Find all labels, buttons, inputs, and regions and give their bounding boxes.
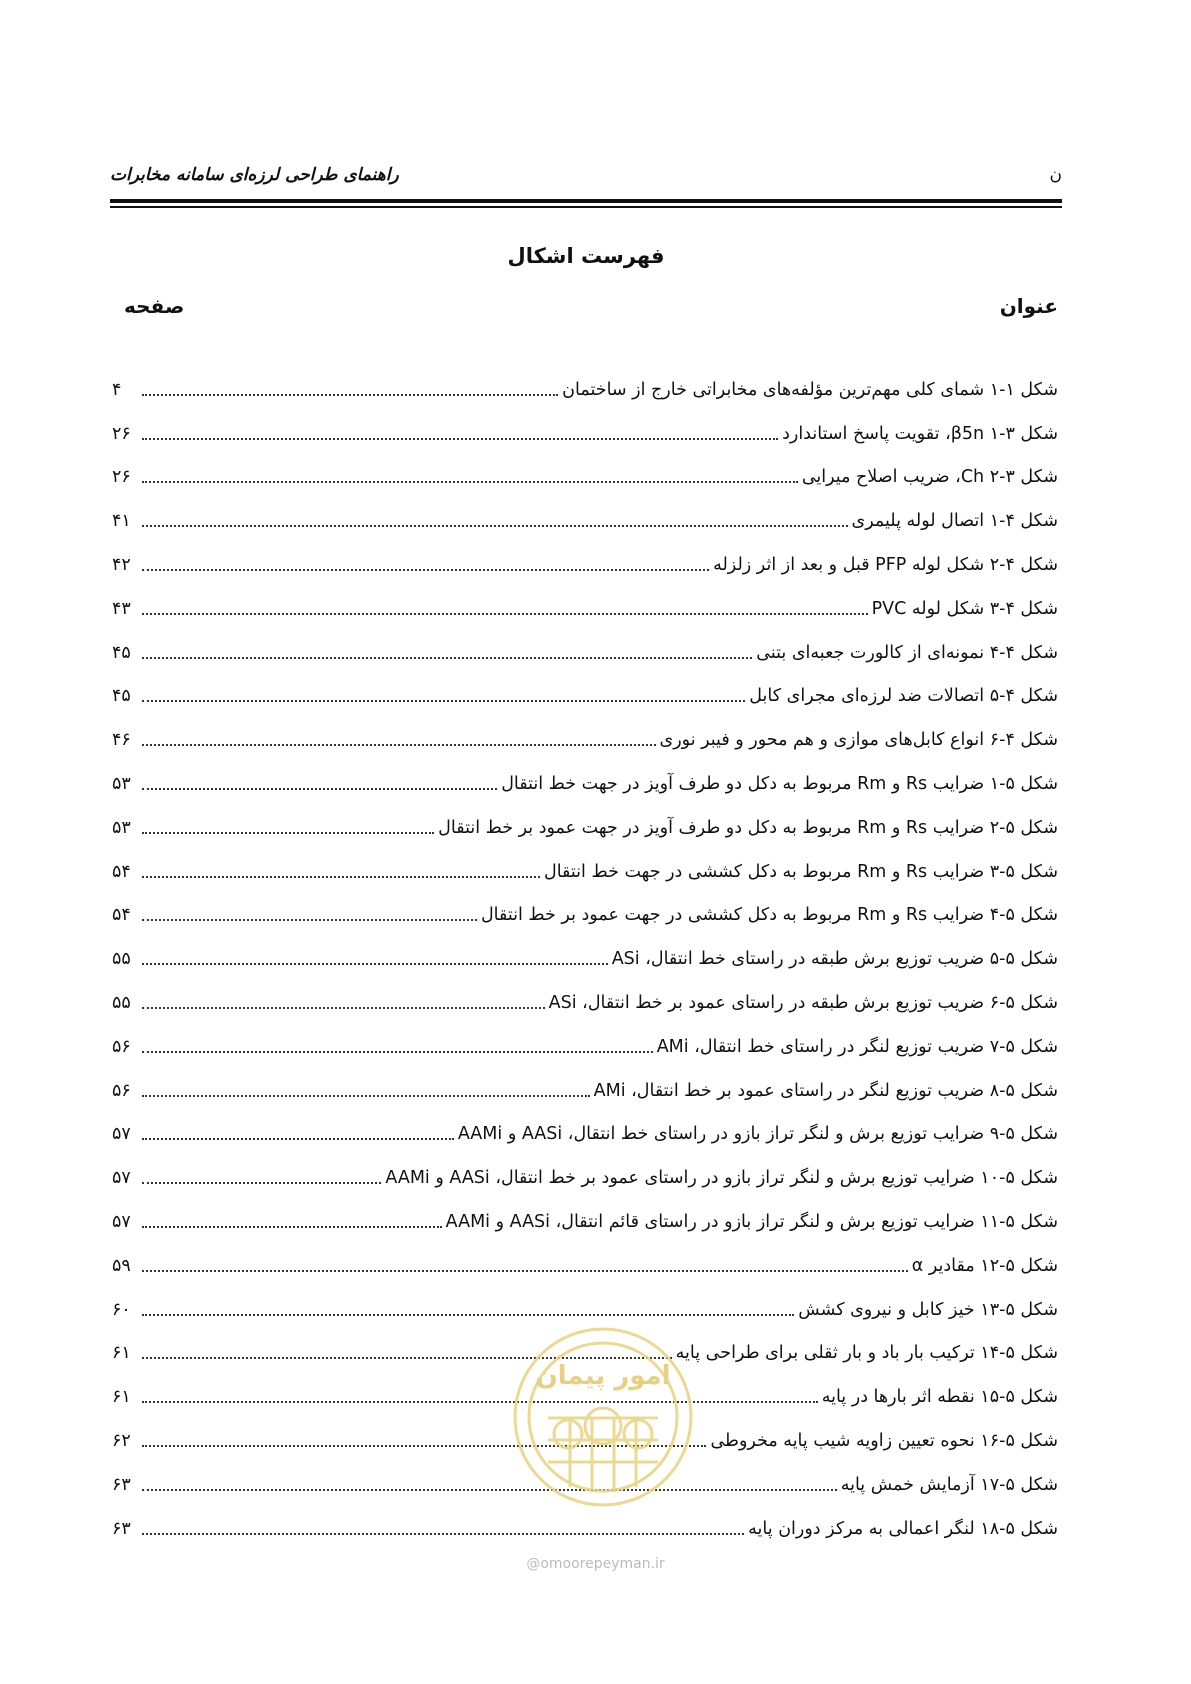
toc-title: فهرست اشکال: [507, 244, 665, 268]
toc-entry-page: ۵۶: [112, 1036, 131, 1057]
toc-entry-title: شکل ۳-۱ β5n، تقویت پاسخ استاندارد: [782, 423, 1058, 444]
watermark-logo-text: امور پیمان: [535, 1361, 671, 1391]
toc-entry-page: ۵۷: [112, 1212, 131, 1233]
dot-leader: [142, 919, 477, 921]
dot-leader: [142, 481, 798, 483]
toc-entry-page: ۵۵: [112, 993, 131, 1014]
dot-leader: [142, 1182, 381, 1184]
toc-entry-title: شکل ۴-۱ اتصال لوله پلیمری: [851, 511, 1058, 532]
dot-leader: [142, 1226, 442, 1228]
dot-leader: [142, 569, 709, 571]
header-rule-thin: [110, 206, 1062, 208]
toc-entry-page: ۶۰: [112, 1299, 131, 1320]
toc-entry-page: ۴۱: [112, 511, 131, 532]
dot-leader: [142, 1533, 744, 1535]
toc-entry: [112, 1244, 1058, 1288]
toc-entry: [112, 850, 1058, 894]
toc-entry-page: ۲۶: [112, 423, 131, 444]
dot-leader: [142, 1007, 545, 1009]
toc-entry: [112, 1113, 1058, 1157]
toc-entry-title: شکل ۵-۳ ضرایب Rs و Rm مربوط به دکل کششی در جهت خط انتقال: [544, 861, 1058, 882]
toc-entry-page: ۲۶: [112, 467, 131, 488]
dot-leader: [142, 394, 558, 396]
toc-entry-page: ۵۷: [112, 1168, 131, 1189]
toc-entry-page: ۴۵: [112, 686, 131, 707]
toc-entry: [112, 718, 1058, 762]
toc-entry: [112, 894, 1058, 938]
page-header: [110, 160, 1062, 190]
toc-entry-title: شکل ۴-۳ شکل لوله PVC: [871, 598, 1058, 619]
toc-entry-title: شکل ۵-۱۷ آزمایش خمش پایه: [840, 1474, 1058, 1495]
toc-entry-title: شکل ۵-۱۳ خیز کابل و نیروی کشش: [798, 1299, 1058, 1320]
toc-entry-title: شکل ۵-۱۵ نقطه اثر بارها در پایه: [821, 1387, 1058, 1408]
dot-leader: [142, 438, 778, 440]
dot-leader: [142, 876, 540, 878]
column-header-title: عنوان: [999, 294, 1058, 318]
dot-leader: [142, 1138, 454, 1140]
toc-entry-page: ۶۳: [112, 1518, 131, 1539]
toc-entry-page: ۶۲: [112, 1431, 131, 1452]
toc-entry: [112, 1069, 1058, 1113]
toc-entry-title: شکل ۴-۶ انواع کابل‌های موازی و هم محور و فیبر نوری: [659, 730, 1058, 751]
toc-entry: [112, 412, 1058, 456]
toc-entry-page: ۵۴: [112, 861, 131, 882]
dot-leader: [142, 657, 752, 659]
toc-entry-title: شکل ۵-۱۸ لنگر اعمالی به مرکز دوران پایه: [748, 1518, 1058, 1539]
toc-entry-title: شکل ۳-۲ Ch، ضریب اصلاح میرایی: [801, 467, 1058, 488]
toc-entry: [112, 1507, 1058, 1551]
toc-entry-page: ۵۷: [112, 1124, 131, 1145]
watermark-site: @omoorepeyman.ir: [526, 1556, 665, 1572]
toc-entry-page: ۶۱: [112, 1343, 131, 1364]
toc-entry-title: شکل ۵-۱۰ ضرایب توزیع برش و لنگر تراز بازو در راستای عمود بر خط انتقال، AASi و AAMi: [385, 1168, 1058, 1189]
toc-entry-page: ۶۱: [112, 1387, 131, 1408]
toc-entry: [112, 1025, 1058, 1069]
toc-entry: [112, 456, 1058, 500]
toc-entry-page: ۶۳: [112, 1474, 131, 1495]
toc-entry-page: ۵۶: [112, 1080, 131, 1101]
toc-entry-title: شکل ۵-۲ ضرایب Rs و Rm مربوط به دکل دو طرف آویز در جهت عمود بر خط انتقال: [438, 817, 1058, 838]
toc-column-headers: [124, 294, 1058, 318]
toc-entry-title: شکل ۵-۸ ضریب توزیع لنگر در راستای عمود بر خط انتقال، AMi: [593, 1080, 1058, 1101]
toc-entry-page: ۴: [112, 379, 122, 400]
toc-entry: [112, 675, 1058, 719]
toc-entry: [112, 631, 1058, 675]
toc-entry: [112, 587, 1058, 631]
watermark-logo-icon: [508, 1322, 698, 1512]
toc-entry-page: ۴۵: [112, 642, 131, 663]
dot-leader: [142, 700, 745, 702]
dot-leader: [142, 1489, 837, 1491]
toc-entry: [112, 368, 1058, 412]
toc-entry: [112, 762, 1058, 806]
page-number-letter: ن: [1049, 165, 1062, 185]
toc-entry-page: ۴۳: [112, 598, 131, 619]
toc-entry-page: ۴۶: [112, 730, 131, 751]
toc-entry-title: شکل ۵-۱۱ ضرایب توزیع برش و لنگر تراز بازو در راستای قائم انتقال، AASi و AAMi: [445, 1212, 1058, 1233]
toc-entry: [112, 543, 1058, 587]
toc-entry: [112, 937, 1058, 981]
column-header-page: صفحه: [124, 294, 185, 318]
dot-leader: [142, 525, 848, 527]
dot-leader: [142, 613, 868, 615]
dot-leader: [142, 1314, 794, 1316]
header-rule-thick: [110, 199, 1062, 203]
toc-entry: [112, 1200, 1058, 1244]
dot-leader: [142, 832, 434, 834]
toc-entry-title: شکل ۵-۱۲ مقادیر α: [911, 1255, 1058, 1276]
toc-entry-title: شکل ۵-۱۶ نحوه تعیین زاویه شیب پایه مخروطی: [710, 1431, 1058, 1452]
toc-entry-title: شکل ۵-۵ ضریب توزیع برش طبقه در راستای خط انتقال، ASi: [611, 949, 1058, 970]
running-title: راهنمای طراحی لرزه‌ای سامانه مخابرات: [110, 165, 399, 185]
toc-entry-page: ۵۳: [112, 774, 131, 795]
dot-leader: [142, 963, 608, 965]
toc-entry-title: شکل ۴-۴ نمونه‌ای از کالورت جعبه‌ای بتنی: [756, 642, 1058, 663]
toc-entry: [112, 499, 1058, 543]
toc-entry-page: ۵۵: [112, 949, 131, 970]
dot-leader: [142, 1270, 908, 1272]
toc-entry-page: ۵۳: [112, 817, 131, 838]
toc-entry-title: شکل ۵-۷ ضریب توزیع لنگر در راستای خط انتقال، AMi: [656, 1036, 1058, 1057]
toc-entry-title: شکل ۵-۶ ضریب توزیع برش طبقه در راستای عمود بر خط انتقال، ASi: [548, 993, 1058, 1014]
toc-entry-title: شکل ۴-۵ اتصالات ضد لرزه‌ای مجرای کابل: [749, 686, 1058, 707]
dot-leader: [142, 1401, 818, 1403]
toc-entry-title: شکل ۴-۲ شکل لوله PFP قبل و بعد از اثر زلزله: [713, 555, 1058, 576]
toc-entry-title: شکل ۱-۱ شمای کلی مهم‌ترین مؤلفه‌های مخابراتی خارج از ساختمان: [562, 379, 1058, 400]
toc-entry-title: شکل ۵-۱ ضرایب Rs و Rm مربوط به دکل دو طرف آویز در جهت خط انتقال: [501, 774, 1058, 795]
toc-entry-title: شکل ۵-۹ ضرایب توزیع برش و لنگر تراز بازو در راستای خط انتقال، AASi و AAMi: [457, 1124, 1058, 1145]
toc-entry: [112, 1156, 1058, 1200]
toc-entry-title: شکل ۵-۱۴ ترکیب بار باد و بار ثقلی برای طراحی پایه: [675, 1343, 1058, 1364]
dot-leader: [142, 1095, 590, 1097]
dot-leader: [142, 788, 497, 790]
toc-entry-page: ۵۹: [112, 1255, 131, 1276]
dot-leader: [142, 1051, 653, 1053]
dot-leader: [142, 744, 656, 746]
toc-entry-page: ۵۴: [112, 905, 131, 926]
toc-entry-title: شکل ۵-۴ ضرایب Rs و Rm مربوط به دکل کششی در جهت عمود بر خط انتقال: [480, 905, 1058, 926]
toc-entry: [112, 981, 1058, 1025]
toc-entry-page: ۴۲: [112, 555, 131, 576]
toc-entry: [112, 806, 1058, 850]
